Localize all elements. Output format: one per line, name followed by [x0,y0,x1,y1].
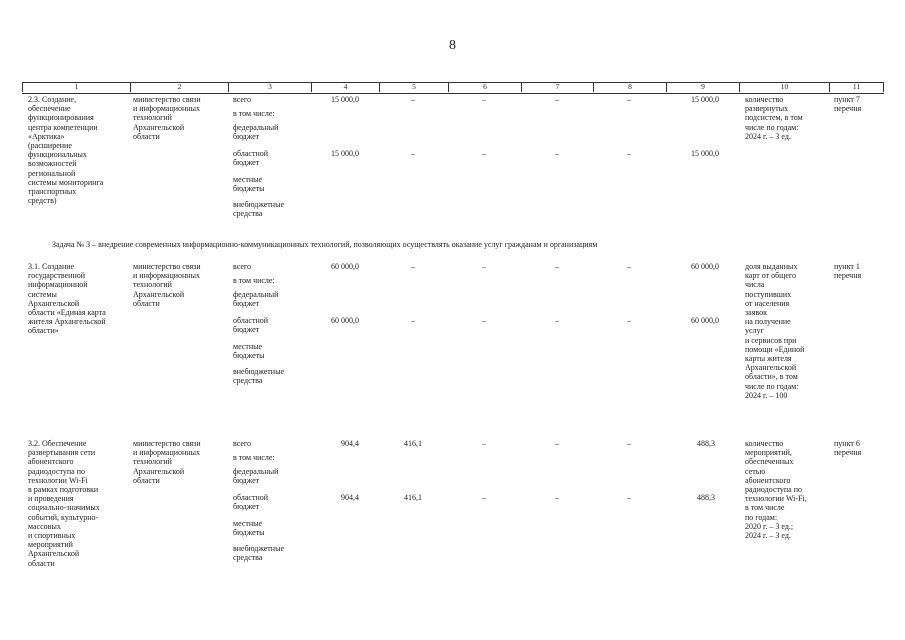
total-c8: – [627,262,631,271]
row-executor: министерство связи и информационных технологий Архангельской области [133,439,201,485]
source-local: местные бюджеты [233,175,265,194]
row-name: 3.2. Обеспечение развертывания сети абонентского радиодоступа по технологии Wi-Fi в рамках подготовки и проведения социально-значимых событий, культурно- массовых и спортивных мероприятий Архангельской области [28,439,100,568]
total-c6: – [482,262,486,271]
total-c9: 15 000,0 [691,95,719,104]
total-c8: – [627,95,631,104]
row-indicator: количество развернутых подсистем, в том числе по годам: 2024 г. – 3 ед. [745,95,803,141]
total-c7: – [555,262,559,271]
source-local: местные бюджеты [233,519,265,538]
col-header-8: 8 [593,82,666,92]
source-incl: в том числе: [233,276,275,285]
col-header-1: 1 [22,82,130,92]
col-header-9: 9 [666,82,739,92]
regional-c4: 60 000,0 [331,316,359,325]
source-regional: областной бюджет [233,316,269,335]
regional-c8: – [627,493,631,502]
source-local: местные бюджеты [233,342,265,361]
regional-c7: – [555,493,559,502]
col-header-10: 10 [739,82,829,92]
total-c5: 416,1 [404,439,422,448]
source-incl: в том числе: [233,453,275,462]
regional-c9: 488,3 [697,493,715,502]
regional-c5: – [411,149,415,158]
regional-c4: 904,4 [341,493,359,502]
regional-c9: 15 000,0 [691,149,719,158]
total-c5: – [411,95,415,104]
source-total: всего [233,95,252,104]
source-federal: федеральный бюджет [233,467,279,486]
regional-c7: – [555,316,559,325]
source-extra: внебюджетные средства [233,544,284,563]
source-total: всего [233,439,252,448]
col-header-2: 2 [130,82,228,92]
source-extra: внебюджетные средства [233,200,284,219]
regional-c9: 60 000,0 [691,316,719,325]
total-c9: 60 000,0 [691,262,719,271]
col-header-7: 7 [521,82,593,92]
regional-c6: – [482,149,486,158]
total-c6: – [482,439,486,448]
regional-c8: – [627,149,631,158]
total-c7: – [555,95,559,104]
col-header-5: 5 [379,82,448,92]
regional-c6: – [482,316,486,325]
col-header-4: 4 [311,82,379,92]
row-ref: пункт 7 перечня [834,95,862,114]
source-regional: областной бюджет [233,149,269,168]
col-header-11: 11 [829,82,884,92]
total-c6: – [482,95,486,104]
row-ref: пункт 1 перечня [834,262,862,281]
source-incl: в том числе: [233,109,275,118]
row-indicator: количество мероприятий, обеспеченных сетью абонентского радиодоступа по технологии Wi-Fi, в том числе по годам: 2020 г. – 3 ед.; 2024 г. – 3 ед. [745,439,807,541]
row-name: 3.1. Создание государственной информационной системы Архангельской области «Единая карта жителя Архангельской области» [28,262,106,336]
row-indicator: доля выданных карт от общего числа поступивших от населения заявок на получение услуг и сервисов при помощи «Единой карты жителя Архангельской области», в том числе по годам: 2024 г. – 100 [745,262,805,400]
regional-c7: – [555,149,559,158]
page-number: 8 [449,38,456,53]
regional-c5: 416,1 [404,493,422,502]
regional-c5: – [411,316,415,325]
source-extra: внебюджетные средства [233,367,284,386]
row-executor: министерство связи и информационных технологий Архангельской области [133,95,201,141]
regional-c6: – [482,493,486,502]
source-federal: федеральный бюджет [233,123,279,142]
regional-c8: – [627,316,631,325]
row-executor: министерство связи и информационных технологий Архангельской области [133,262,201,308]
total-c5: – [411,262,415,271]
total-c4: 60 000,0 [331,262,359,271]
regional-c4: 15 000,0 [331,149,359,158]
row-ref: пункт 6 перечня [834,439,862,458]
col-header-3: 3 [228,82,311,92]
source-regional: областной бюджет [233,493,269,512]
source-total: всего [233,262,252,271]
col-header-6: 6 [448,82,521,92]
total-c4: 15 000,0 [331,95,359,104]
row-name: 2.3. Создание, обеспечение функционирования центра компетенции «Арктика» (расширение функциональных возможностей региональной системы мониторинга транспортных средств) [28,95,104,206]
total-c8: – [627,439,631,448]
source-federal: федеральный бюджет [233,290,279,309]
total-c9: 488,3 [697,439,715,448]
total-c4: 904,4 [341,439,359,448]
total-c7: – [555,439,559,448]
task-3-heading: Задача № 3 – внедрение современных информационно-коммуникационных технологий, позволяющих осуществлять оказание услуг гражданам и организациям [52,240,598,249]
